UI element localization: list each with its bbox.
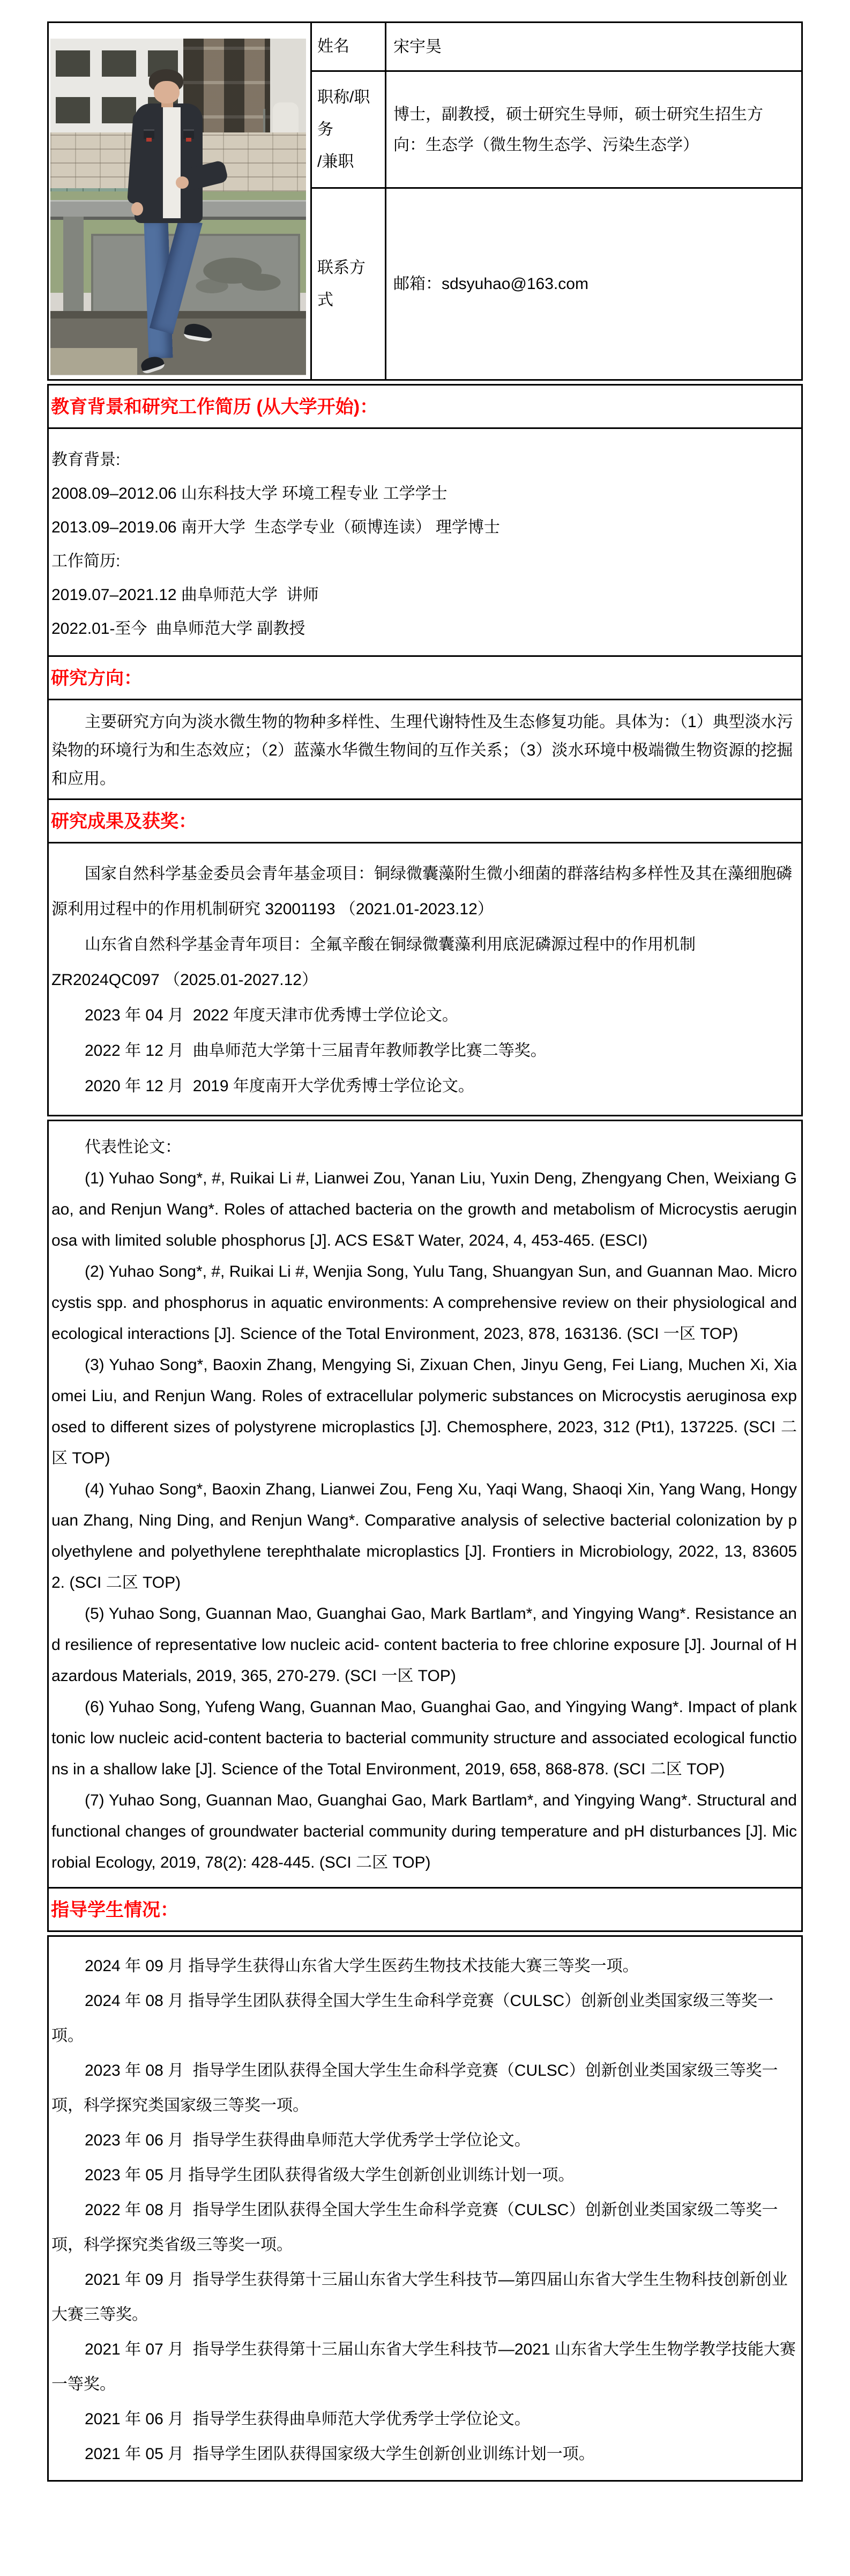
person-right-hand bbox=[176, 176, 189, 189]
info-label-title-cell bbox=[311, 71, 386, 188]
person-left-hand bbox=[131, 202, 143, 216]
email-value: 邮箱：sdsyuhao@163.com bbox=[393, 275, 588, 293]
person-pocket-tab-right bbox=[186, 138, 191, 141]
person-face bbox=[154, 81, 180, 104]
name-value: 宋宇昊 bbox=[393, 38, 442, 56]
info-label-line: /兼职 bbox=[317, 152, 354, 171]
info-value-title-cell bbox=[386, 71, 802, 188]
info-value-name-cell bbox=[386, 23, 802, 71]
info-label-title bbox=[312, 72, 385, 187]
profile-info-table bbox=[47, 21, 803, 381]
info-label-contact bbox=[312, 189, 385, 379]
section-papers-content bbox=[49, 1121, 801, 1887]
paper-item: (3) Yuhao Song*, Baoxin Zhang, Mengying Si, Zixuan Chen, Jinyu Geng, Fei Liang, Muchen Xi, Xiaomei Liu, and Renjun Wang. Roles of extracellular polymeric substances on Microcystis aeruginosa exposed to different sizes of polystyrene microplastics [J]. Chemosphere, 2023, 312 (Pt1), 137225. (SCI 二区 TOP) bbox=[51, 1356, 797, 1467]
education-line: 2008.09–2012.06 山东科技大学 环境工程专业 工学学士 bbox=[51, 485, 448, 502]
section-header-education bbox=[49, 386, 801, 427]
student-award-item: 2024 年 08 月 指导学生团队获得全国大学生生命科学竞赛（CULSC）创新创业类国家级三等奖一项。 bbox=[51, 1992, 774, 2045]
paper-item: (7) Yuhao Song, Guannan Mao, Guanghai Gao, Mark Bartlam*, and Yingying Wang*. Structural and functional changes of groundwater bacterial community during temperature and pH disturbances [J]. Microbial Ecology, 2019, 78(2): 428-445. (SCI 二区 TOP) bbox=[51, 1792, 797, 1871]
section-header-students bbox=[49, 1887, 801, 1930]
person-pocket-tab-left bbox=[146, 138, 152, 141]
student-award-item: 2024 年 09 月 指导学生获得山东省大学生医药生物技术技能大赛三等奖一项。 bbox=[85, 1957, 639, 1975]
paper-item: (2) Yuhao Song*, #, Ruikai Li #, Wenjia Song, Yulu Tang, Shuangyan Sun, and Guannan Mao. Microcystis spp. and phosphorus in aquatic environments: A comprehensive review on their physiological and ecological interactions [J]. Science of the Total Environment, 2023, 878, 163136. (SCI 一区 TOP) bbox=[51, 1263, 797, 1343]
student-award-item: 2021 年 06 月 指导学生获得曲阜师范大学优秀学士学位论文。 bbox=[85, 2410, 531, 2428]
achievement-item: 2023 年 04 月 2022 年度天津市优秀博士学位论文。 bbox=[85, 1006, 458, 1024]
info-value-contact-cell bbox=[386, 188, 802, 380]
section-education-content bbox=[49, 427, 801, 655]
student-award-item: 2023 年 06 月 指导学生获得曲阜师范大学优秀学士学位论文。 bbox=[85, 2131, 531, 2149]
person-tshirt bbox=[163, 107, 181, 218]
achievement-item: 国家自然科学基金委员会青年基金项目：铜绿微囊藻附生微小细菌的群落结构多样性及其在藻细胞磷源利用过程中的作用机制研究 32001193 （2021.01-2023.12） bbox=[51, 865, 792, 918]
student-award-item: 2023 年 05 月 指导学生团队获得省级大学生创新创业训练计划一项。 bbox=[85, 2166, 575, 2184]
student-award-item: 2021 年 09 月 指导学生获得第十三届山东省大学生科技节—第四届山东省大学生生物科技创新创业大赛三等奖。 bbox=[51, 2271, 788, 2323]
faculty-photo bbox=[50, 39, 306, 375]
section-achievements-content bbox=[49, 842, 801, 1115]
info-label-name-cell bbox=[311, 23, 386, 71]
student-award-item: 2023 年 08 月 指导学生团队获得全国大学生生命科学竞赛（CULSC）创新创业类国家级三等奖一项，科学探究类国家级三等奖一项。 bbox=[51, 2062, 778, 2114]
education-line: 2022.01-至今 曲阜师范大学 副教授 bbox=[51, 620, 305, 638]
student-award-item: 2021 年 07 月 指导学生获得第十三届山东省大学生科技节—2021 山东省大学生生物学教学技能大赛一等奖。 bbox=[51, 2341, 796, 2393]
achievement-item: 2020 年 12 月 2019 年度南开大学优秀博士学位论文。 bbox=[85, 1077, 474, 1095]
student-award-item: 2021 年 05 月 指导学生团队获得国家级大学生创新创业训练计划一项。 bbox=[85, 2445, 595, 2463]
section-group-papers bbox=[47, 1120, 803, 1932]
education-line: 2019.07–2021.12 曲阜师范大学 讲师 bbox=[51, 586, 319, 604]
education-line: 2013.09–2019.06 南开大学 生态学专业（硕博连读） 理学博士 bbox=[51, 519, 500, 536]
paper-item: (1) Yuhao Song*, #, Ruikai Li #, Lianwei Zou, Yanan Liu, Yuxin Deng, Zhengyang Chen, Weixiang Gao, and Renjun Wang*. Roles of attached bacteria on the growth and metabolism of Microcystis aeruginosa with limited soluble phosphorus [J]. ACS ES&T Water, 2024, 4, 453-465. (ESCI) bbox=[51, 1169, 797, 1249]
education-line: 工作简历: bbox=[51, 552, 121, 570]
info-label-name bbox=[312, 23, 385, 70]
education-line: 教育背景: bbox=[51, 451, 121, 469]
section-group-students bbox=[47, 1935, 803, 2482]
info-label-line: 职称/职务 bbox=[317, 88, 370, 138]
paper-item: (6) Yuhao Song, Yufeng Wang, Guannan Mao, Guanghai Gao, and Yingying Wang*. Impact of planktonic low nucleic acid-content bacteria to bacterial community structure and associated ecological functions in a shallow lake [J]. Science of the Total Environment, 2019, 658, 868-878. (SCI 二区 TOP) bbox=[51, 1698, 797, 1778]
photo-railing-leg bbox=[63, 217, 84, 314]
paper-item: (4) Yuhao Song*, Baoxin Zhang, Lianwei Zou, Feng Xu, Yaqi Wang, Shaoqi Xin, Yang Wang, Hongyuan Zhang, Ning Ding, and Renjun Wang*. Comparative analysis of selective bacterial colonization by polyethylene and polyethylene terephthalate microplastics [J]. Frontiers in Microbiology, 2022, 13, 836052. (SCI 二区 TOP) bbox=[51, 1481, 797, 1592]
photo-frame bbox=[49, 32, 310, 371]
papers-list bbox=[51, 1163, 797, 1878]
profile-photo-cell bbox=[48, 23, 311, 380]
photo-ground-paving bbox=[50, 348, 137, 375]
info-label-contact-cell bbox=[311, 188, 386, 380]
education-header-text: 教育背景和研究工作简历 (从大学开始)： bbox=[51, 397, 378, 417]
paper-item: (5) Yuhao Song, Guannan Mao, Guanghai Gao, Mark Bartlam*, and Yingying Wang*. Resistance and resilience of representative low nucleic acid- content bacteria to free chlorine exposure [J]. Journal of Hazardous Materials, 2019, 365, 270-279. (SCI 一区 TOP) bbox=[51, 1605, 797, 1685]
section-header-achievements bbox=[49, 798, 801, 842]
research-header-text: 研究方向： bbox=[51, 668, 142, 689]
section-students-content bbox=[49, 1937, 801, 2480]
section-research-content bbox=[49, 699, 801, 798]
students-header-text: 指导学生情况： bbox=[51, 1900, 178, 1920]
achievement-item: 山东省自然科学基金青年项目：全氟辛酸在铜绿微囊藻利用底泥磷源过程中的作用机制 ZR2024QC097 （2025.01-2027.12） bbox=[51, 936, 700, 989]
research-paragraph: 主要研究方向为淡水微生物的物种多样性、生理代谢特性及生态修复功能。具体为：（1）典型淡水污染物的环境行为和生态效应；（2）蓝藻水华微生物间的互作关系；（3）淡水环境中极端微生物资源的挖掘和应用。 bbox=[51, 713, 793, 788]
info-label-line: 姓名 bbox=[317, 38, 349, 55]
papers-intro: 代表性论文： bbox=[85, 1138, 181, 1156]
achievement-item: 2022 年 12 月 曲阜师范大学第十三届青年教师教学比赛二等奖。 bbox=[85, 1042, 547, 1060]
section-group-education-research bbox=[47, 384, 803, 1116]
section-header-research bbox=[49, 655, 801, 699]
title-value: 博士，副教授，硕士研究生导师，硕士研究生招生方向：生态学（微生物生态学、污染生态学） bbox=[393, 105, 763, 154]
info-label-line: 联系方式 bbox=[317, 258, 366, 309]
student-award-item: 2022 年 08 月 指导学生团队获得全国大学生生命科学竞赛（CULSC）创新创业类国家级二等奖一项，科学探究类省级三等奖一项。 bbox=[51, 2201, 778, 2254]
achievements-header-text: 研究成果及获奖： bbox=[51, 811, 197, 832]
